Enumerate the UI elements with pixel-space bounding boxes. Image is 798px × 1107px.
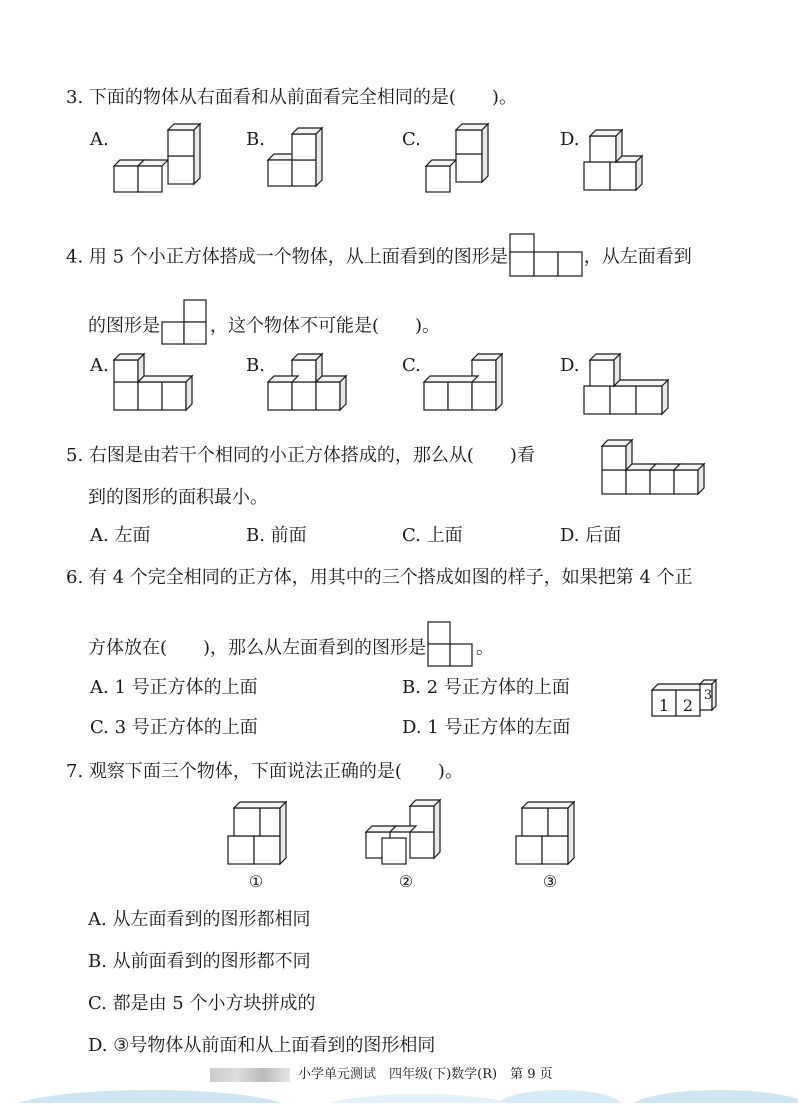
q3-figure-a [108, 126, 204, 196]
q7-figure-label-1: ① [248, 872, 264, 891]
q4-figure-b [264, 352, 354, 418]
q4-figure-c [420, 352, 510, 418]
q3-option-a: A. [90, 129, 109, 150]
q6-option-d: D. 1 号正方体的左面 [402, 717, 571, 738]
q5-option-c: C. 上面 [402, 525, 463, 546]
q6-text-line2 [88, 620, 494, 677]
q4-text-line1 [66, 230, 692, 285]
q5-text-line1: 5. 右图是由若干个相同的小正方体搭成的，那么从( )看 [66, 445, 535, 466]
q3-figure-d [580, 126, 650, 196]
q4-option-a: A. [90, 355, 109, 376]
q3-option-c: C. [402, 129, 421, 150]
q6-option-b: B. 2 号正方体的上面 [402, 677, 570, 698]
q4-option-c: C. [402, 355, 421, 376]
q3-option-d: D. [560, 129, 580, 150]
q4-figure-d [580, 352, 670, 422]
q7-figure-label-3: ③ [542, 872, 558, 891]
q3-option-b: B. [246, 129, 265, 150]
q5-option-b: B. 前面 [246, 525, 307, 546]
footer [210, 1063, 553, 1082]
q3-text: 3. 下面的物体从右面看和从前面看完全相同的是( )。 [66, 87, 517, 108]
q4-left-view-figure [160, 298, 210, 355]
q7-figure-1 [224, 798, 294, 868]
q5-option-a: A. 左面 [90, 525, 151, 546]
footer-text: 小学单元测试 四年级(下)数学(R) 第 9 页 [298, 1067, 553, 1082]
q7-option-c: C. 都是由 5 个小方块拼成的 [88, 993, 316, 1014]
q6-cube-label-1: 1 [658, 696, 670, 715]
q6-figure [648, 676, 722, 720]
q7-figure-2 [362, 798, 442, 868]
q4-top-view-figure [508, 230, 584, 285]
q7-figure-3 [512, 798, 582, 868]
q7-option-b: B. 从前面看到的图形都不同 [88, 951, 311, 972]
q5-figure [598, 436, 722, 500]
q6-left-view-figure [426, 620, 476, 677]
q4-figure-a [110, 352, 200, 418]
q6-text-line2-part1: 方体放在( )，那么从左面看到的图形是 [88, 637, 427, 659]
q4-text-line2-part2: ，这个物体不可能是( )。 [210, 315, 441, 337]
q6-cube-label-2: 2 [682, 696, 694, 715]
q4-option-b: B. [246, 355, 265, 376]
footer-blurred-logo [210, 1068, 290, 1082]
q4-text-part1: 4. 用 5 个小正方体搭成一个物体，从上面看到的图形是 [66, 246, 508, 268]
q6-cube-label-3: 3 [703, 688, 713, 703]
q7-figure-label-2: ② [398, 872, 414, 891]
q4-text-line2-part1: 的图形是 [88, 315, 160, 337]
q7-option-d: D. ③号物体从前面和从上面看到的图形相同 [88, 1035, 436, 1056]
q6-option-c: C. 3 号正方体的上面 [90, 717, 258, 738]
q4-text-part2: ，从左面看到 [583, 246, 692, 268]
q7-option-a: A. 从左面看到的图形都相同 [88, 909, 311, 930]
q7-text: 7. 观察下面三个物体，下面说法正确的是( )。 [66, 761, 463, 782]
q6-option-a: A. 1 号正方体的上面 [90, 677, 258, 698]
q3-figure-b [264, 126, 334, 196]
q3-figure-c [422, 126, 492, 198]
q6-text-line2-part2: 。 [476, 637, 495, 659]
q4-option-d: D. [560, 355, 580, 376]
q4-text-line2 [88, 298, 440, 355]
q5-option-d: D. 后面 [560, 525, 622, 546]
q5-text-line2: 到的图形的面积最小。 [88, 487, 268, 508]
q6-text-line1: 6. 有 4 个完全相同的正方体，用其中的三个搭成如图的样子，如果把第 4 个正 [66, 567, 693, 588]
